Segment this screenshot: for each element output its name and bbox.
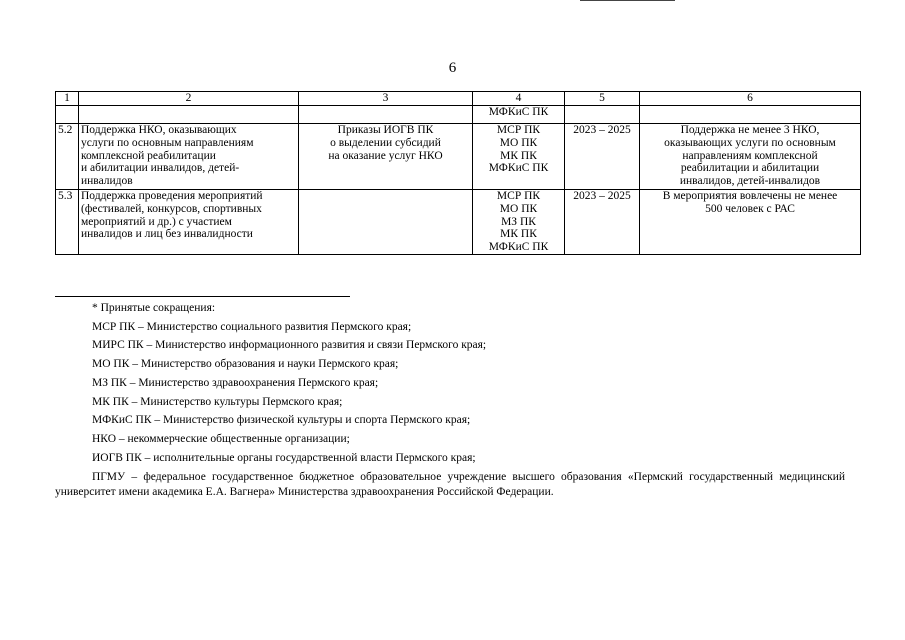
executors-text: МСР ПК МО ПК МЗ ПК МК ПК МФКиС ПК — [488, 190, 549, 254]
result-cell — [640, 190, 861, 255]
result-cell — [640, 124, 861, 190]
footnote-item: ИОГВ ПК – исполнительные органы государственной власти Пермского края; — [92, 451, 476, 464]
activity-text: Поддержка НКО, оказывающих услуги по основным направлениям комплексной реабилитации и абилитации инвалидов, детей- инвалидов — [81, 124, 254, 188]
activity-text: Поддержка проведения мероприятий (фестивалей, конкурсов, спортивных мероприятий и др.) с участием инвалидов и лиц без инвалидности — [81, 190, 263, 241]
period-cell: 2023 – 2025 — [565, 190, 640, 255]
result-text: Поддержка не менее 3 НКО, оказывающих услуги по основным направлениям комплексной реабилитации и абилитации инвалидов, детей-инвалидов — [664, 124, 836, 188]
documents-cell — [299, 124, 473, 190]
executors-text: МСР ПК МО ПК МК ПК МФКиС ПК — [488, 124, 549, 175]
period-cell: 2023 – 2025 — [565, 124, 640, 190]
top-edge-rule — [580, 0, 675, 1]
row-number: 5.2 — [56, 124, 79, 190]
footnote-item: МК ПК – Министерство культуры Пермского края; — [92, 395, 343, 408]
activity-cell — [79, 124, 299, 190]
footnote-item: МИРС ПК – Министерство информационного развития и связи Пермского края; — [92, 339, 487, 352]
footnote-item: МФКиС ПК – Министерство физической культуры и спорта Пермского края; — [92, 414, 471, 427]
footnote-paragraph: ПГМУ – федеральное государственное бюджетное образовательное учреждение высшего образования «Пермский государственный медицинский университет имени академика Е.А. Вагнера» Министерства здравоохранения Российской Федерации. — [55, 471, 845, 499]
documents-cell — [299, 190, 473, 255]
continuation-cell-3 — [299, 106, 473, 124]
executors-cell — [473, 124, 565, 190]
table-row — [56, 190, 861, 255]
continuation-executors: МФКиС ПК — [473, 106, 565, 124]
footnote-item: МО ПК – Министерство образования и науки Пермского края; — [92, 358, 399, 371]
header-cell-5: 5 — [565, 92, 640, 106]
page-number: 6 — [448, 60, 457, 76]
continuation-cell-5 — [565, 106, 640, 124]
continuation-cell-2 — [79, 106, 299, 124]
header-cell-4: 4 — [473, 92, 565, 106]
measures-table — [55, 91, 861, 255]
header-cell-3: 3 — [299, 92, 473, 106]
continuation-cell-6 — [640, 106, 861, 124]
footnote-separator — [55, 296, 350, 297]
table-row — [56, 124, 861, 190]
documents-text: Приказы ИОГВ ПК о выделении субсидий на оказание услуг НКО — [328, 124, 443, 162]
result-text: В мероприятия вовлечены не менее 500 человек с РАС — [662, 190, 838, 215]
header-cell-2: 2 — [79, 92, 299, 106]
executors-cell — [473, 190, 565, 255]
measures-table-container — [55, 91, 861, 255]
continuation-cell-1 — [56, 106, 79, 124]
continuation-row — [56, 106, 861, 124]
table-header-row — [56, 92, 861, 106]
footnote-item: НКО – некоммерческие общественные организации; — [92, 432, 350, 445]
header-cell-1: 1 — [56, 92, 79, 106]
activity-cell — [79, 190, 299, 255]
row-number: 5.3 — [56, 190, 79, 255]
footnote-heading: * Принятые сокращения: — [92, 302, 216, 314]
footnote-item: МЗ ПК – Министерство здравоохранения Пермского края; — [92, 376, 379, 389]
header-cell-6: 6 — [640, 92, 861, 106]
footnote-item: МСР ПК – Министерство социального развития Пермского края; — [92, 320, 412, 333]
footnotes — [55, 299, 845, 500]
